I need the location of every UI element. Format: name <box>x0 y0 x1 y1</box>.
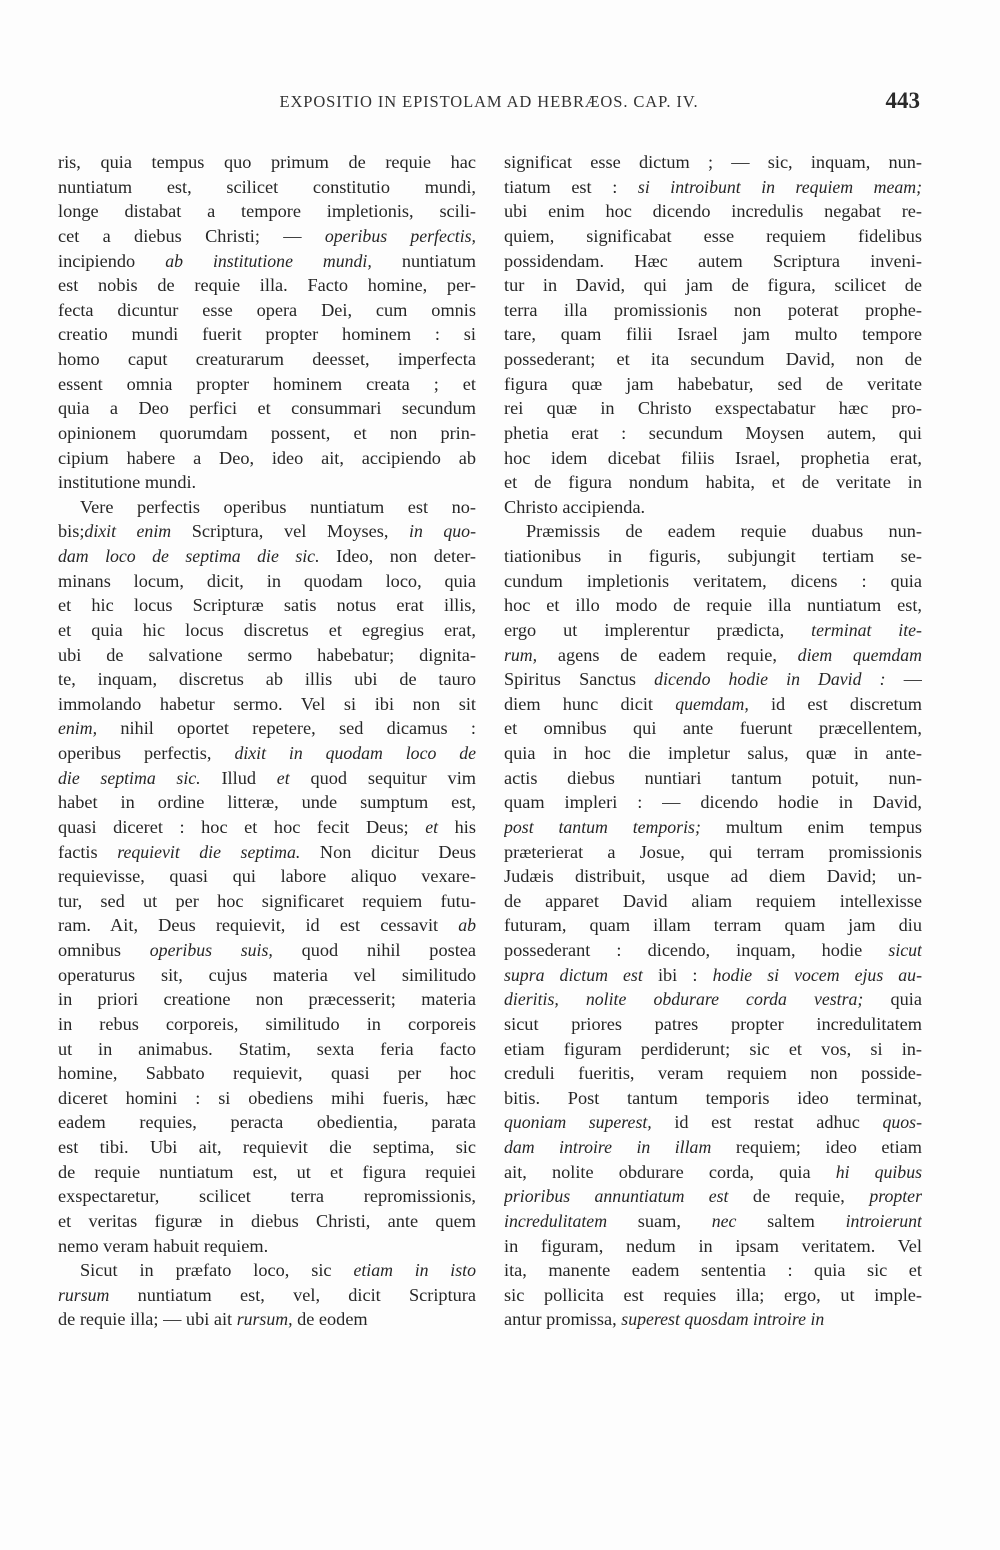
text-segment: possederant; et ita secundum David, non de <box>504 349 922 369</box>
text-line <box>504 1061 922 1086</box>
text-line <box>504 470 922 495</box>
italic-segment: superest quosdam introire in <box>621 1309 825 1330</box>
text-line <box>58 790 476 815</box>
text-segment: minans locum, dicit, in quodam loco, quia <box>58 570 476 591</box>
text-segment: factis <box>58 841 118 862</box>
text-segment: ubi de salvatione sermo habebatur; dignita- <box>58 644 476 665</box>
text-segment: bitis. Post tantum temporis ideo terminat, <box>504 1087 922 1108</box>
text-segment: hoc et illo modo de requie illa nuntiatum est, <box>504 595 922 616</box>
italic-segment: rursum, <box>236 1309 293 1330</box>
text-segment: futuram, quam illam terram quam jam diu <box>504 915 922 936</box>
italic-segment: ab institutione mundi, <box>165 250 372 271</box>
text-line <box>504 716 922 741</box>
text-segment: sicut priores patres propter incredulitatem <box>504 1013 922 1034</box>
text-line <box>504 396 922 421</box>
text-line <box>504 815 922 840</box>
text-segment: quia in hoc die impletur salus, quæ in ante- <box>504 743 922 763</box>
italic-segment: quemdam, <box>675 693 749 714</box>
text-segment: terra illa promissionis non poterat prophe- <box>504 299 922 320</box>
text-segment: est tibi. Ubi ait, requievit die septima, sic <box>58 1137 476 1157</box>
text-line <box>58 741 476 766</box>
text-line <box>58 1209 476 1234</box>
text-line <box>58 421 476 446</box>
text-segment: et quia hic locus discretus et egregius erat, <box>58 619 476 640</box>
text-line <box>58 372 476 397</box>
text-line <box>58 716 476 741</box>
text-line <box>504 1209 922 1234</box>
italic-segment: enim, <box>58 718 98 739</box>
text-segment: — <box>885 669 922 690</box>
text-segment: ait, nolite obdurare corda, quia <box>504 1161 836 1182</box>
text-segment: tiatum est : <box>504 176 638 197</box>
italic-segment: dixit in quodam loco de <box>234 743 476 763</box>
text-line <box>504 249 922 274</box>
text-line <box>504 495 922 520</box>
text-segment: cundum impletionis veritatem, dicens : quia <box>504 570 922 591</box>
text-line <box>58 1184 476 1209</box>
text-segment: agens de eadem requie, <box>537 644 798 665</box>
text-line <box>58 249 476 274</box>
text-line <box>504 175 922 200</box>
text-line <box>504 643 922 668</box>
text-line <box>504 273 922 298</box>
text-line <box>58 987 476 1012</box>
italic-segment: quoniam superest, <box>504 1112 652 1133</box>
text-line <box>58 1086 476 1111</box>
running-head <box>58 88 920 124</box>
italic-segment: dam loco de septima die sic. <box>58 546 320 566</box>
text-line <box>504 864 922 889</box>
italic-segment: hi quibus <box>835 1161 922 1182</box>
text-line <box>58 1135 476 1160</box>
text-line <box>58 1012 476 1037</box>
text-segment: requievisse, quasi qui labore aliquo vexare- <box>58 866 476 887</box>
text-line <box>58 1307 476 1332</box>
text-segment: tur, sed ut per hoc significaret requiem futu- <box>58 890 476 911</box>
italic-segment: et <box>425 816 439 837</box>
text-segment: essent omnia propter hominem creata ; et <box>58 373 476 394</box>
text-segment: de requie nuntiatum est, ut et figura requiei <box>58 1161 476 1182</box>
text-line <box>504 593 922 618</box>
text-line <box>504 1135 922 1160</box>
text-segment: quia <box>863 989 922 1010</box>
text-line <box>504 1258 922 1283</box>
text-line <box>58 667 476 692</box>
text-line <box>58 815 476 840</box>
text-segment: tur in David, qui jam de figura, scilicet de <box>504 275 922 296</box>
text-segment: diem hunc dicit <box>504 693 676 714</box>
text-line <box>504 963 922 988</box>
text-segment: etiam figuram perdiderunt; sic et vos, si in- <box>504 1038 922 1059</box>
page-number: 443 <box>885 88 920 113</box>
text-segment: possidendam. Hæc autem Scriptura inveni- <box>504 250 922 271</box>
text-segment: Vere perfectis operibus nuntiatum est no- <box>80 496 476 517</box>
text-line <box>504 1086 922 1111</box>
text-line <box>58 150 476 175</box>
text-segment: ergo ut implerentur prædicta, <box>504 619 812 640</box>
text-segment: et hic locus Scripturæ satis notus erat illis, <box>58 595 476 616</box>
text-line <box>504 1184 922 1209</box>
text-line <box>504 790 922 815</box>
text-line <box>504 446 922 471</box>
text-segment: tare, quam filii Israel jam multo tempore <box>504 324 922 345</box>
text-segment: tiationibus in figuris, subjungit tertiam se- <box>504 546 922 566</box>
italic-segment: prioribus annuntiatum est <box>504 1186 729 1207</box>
text-segment: Præmissis de eadem requie duabus nun- <box>526 521 922 542</box>
text-line <box>58 298 476 323</box>
text-segment: suam, <box>607 1210 712 1231</box>
text-segment: cet a diebus Christi; — <box>58 225 325 246</box>
text-segment: requiem; ideo etiam <box>711 1137 922 1157</box>
text-line <box>504 519 922 544</box>
text-segment: habet in ordine litteræ, unde sumptum est, <box>58 792 476 813</box>
text-segment: sic pollicita est requies illa; ergo, ut imple- <box>504 1284 922 1305</box>
italic-segment: terminat ite- <box>811 619 922 640</box>
text-line <box>58 1160 476 1185</box>
left-text-column <box>58 150 476 1332</box>
text-segment: et veritas figuræ in diebus Christi, ante quem <box>58 1210 476 1231</box>
italic-segment: supra dictum est <box>504 964 643 985</box>
text-segment: nuntiatum est, scilicet constitutio mundi, <box>58 176 476 197</box>
text-segment: figura quæ jam habebatur, sed de veritate <box>504 373 922 394</box>
text-line <box>58 938 476 963</box>
italic-segment: introierunt <box>845 1210 922 1231</box>
text-segment: de requie, <box>728 1186 870 1207</box>
text-line <box>58 1258 476 1283</box>
text-line <box>504 741 922 766</box>
text-line <box>504 298 922 323</box>
text-line <box>504 1160 922 1185</box>
text-segment: omnibus <box>58 940 150 960</box>
text-segment: eadem requies, peracta obedientia, parata <box>58 1112 476 1133</box>
text-line <box>504 322 922 347</box>
text-line <box>58 963 476 988</box>
text-segment: quod sequitur vim <box>289 767 476 788</box>
text-segment: operibus perfectis, <box>58 743 235 763</box>
text-segment: in rebus corporeis, similitudo in corporeis <box>58 1013 476 1034</box>
text-line <box>504 889 922 914</box>
text-line <box>504 1110 922 1135</box>
text-line <box>58 618 476 643</box>
italic-segment: post tantum temporis; <box>504 816 701 837</box>
text-line <box>58 199 476 224</box>
text-segment: phetia erat : secundum Moysen autem, qui <box>504 422 922 443</box>
text-line <box>58 692 476 717</box>
text-segment: his <box>438 816 476 837</box>
text-line <box>58 396 476 421</box>
text-line <box>504 1012 922 1037</box>
text-segment: ibi : <box>642 964 713 985</box>
text-line <box>58 470 476 495</box>
text-line <box>504 150 922 175</box>
text-segment: Sicut in præfato loco, sic <box>80 1260 354 1281</box>
italic-segment: rursum <box>58 1284 110 1305</box>
text-line <box>504 667 922 692</box>
italic-segment: incredulitatem <box>504 1210 608 1231</box>
text-line <box>504 569 922 594</box>
italic-segment: si introibunt in requiem meam; <box>637 176 922 197</box>
text-segment: nuntiatum <box>371 250 476 271</box>
text-line <box>504 1307 922 1332</box>
text-segment: exspectaretur, scilicet terra repromissionis, <box>58 1186 476 1207</box>
italic-segment: dam introire in illam <box>504 1137 712 1157</box>
text-line <box>58 495 476 520</box>
text-segment: Non dicitur Deus <box>300 841 476 862</box>
italic-segment: dicendo hodie in David : <box>654 669 886 690</box>
text-segment: ut in animabus. Statim, sexta feria facto <box>58 1038 476 1059</box>
text-line <box>58 519 476 544</box>
text-segment: creduli fueritis, veram requiem non posside- <box>504 1063 922 1084</box>
text-line <box>58 1234 476 1259</box>
text-segment: saltem <box>736 1210 846 1231</box>
text-line <box>504 938 922 963</box>
italic-segment: dixit enim <box>84 521 172 542</box>
text-line <box>504 1037 922 1062</box>
italic-segment: quos- <box>882 1112 922 1133</box>
italic-segment: diem quemdam <box>797 644 922 665</box>
text-line <box>504 421 922 446</box>
text-segment: possederant : dicendo, inquam, hodie <box>504 940 889 960</box>
text-segment: ram. Ait, Deus requievit, id est cessavit <box>58 915 459 936</box>
text-line <box>58 446 476 471</box>
text-line <box>504 987 922 1012</box>
text-line <box>504 1283 922 1308</box>
text-line <box>58 1110 476 1135</box>
text-segment: Spiritus Sanctus <box>504 669 655 690</box>
text-segment: te, inquam, discretus ab illis ubi de tauro <box>58 669 476 690</box>
italic-segment: ab <box>458 915 476 936</box>
italic-segment: requievit die septima. <box>117 841 301 862</box>
text-line <box>58 766 476 791</box>
text-segment: Illud <box>200 767 277 788</box>
text-segment: ita, manente eadem sententia : quia sic et <box>504 1260 922 1281</box>
text-segment: Scriptura, vel Moyses, <box>171 521 410 542</box>
text-line <box>58 322 476 347</box>
text-segment: et omnibus qui ante fuerunt præcellentem, <box>504 718 922 739</box>
text-segment: creatio mundi fuerit propter hominem : si <box>58 324 476 345</box>
right-text-column <box>504 150 922 1332</box>
text-segment: homo caput creaturarum deesset, imperfecta <box>58 349 476 369</box>
text-segment: longe distabat a tempore impletionis, scili- <box>58 201 476 222</box>
text-segment: rei quæ in Christo exspectabatur hæc pro- <box>504 398 922 419</box>
italic-segment: operibus perfectis, <box>324 225 476 246</box>
text-segment: fecta dicuntur esse opera Dei, cum omnis <box>58 299 476 320</box>
text-segment: nuntiatum est, vel, dicit Scriptura <box>109 1284 476 1305</box>
text-segment: quia a Deo perfici et consummari secundum <box>58 398 476 419</box>
text-segment: multum enim tempus <box>700 816 922 837</box>
text-segment: homine, Sabbato requievit, quasi per hoc <box>58 1063 476 1084</box>
text-line <box>58 347 476 372</box>
text-segment: et de figura nondum habita, et de veritate in <box>504 472 922 493</box>
italic-segment: propter <box>869 1186 922 1207</box>
text-line <box>504 618 922 643</box>
text-segment: nemo veram habuit requiem. <box>58 1235 269 1256</box>
text-segment: quod nihil postea <box>272 940 476 960</box>
text-segment: id est discretum <box>748 693 922 714</box>
text-segment: nihil oportet repetere, sed dicamus : <box>97 718 476 739</box>
italic-segment: operibus suis, <box>149 940 273 960</box>
italic-segment: dieritis, nolite obdurare corda vestra; <box>504 989 864 1010</box>
text-line <box>58 273 476 298</box>
text-line <box>504 347 922 372</box>
text-segment: actis diebus nuntiari tantum potuit, nun- <box>504 767 922 788</box>
text-line <box>504 840 922 865</box>
text-segment: quam impleri : — dicendo hodie in David, <box>504 792 922 813</box>
text-segment: significat esse dictum ; — sic, inquam, nun- <box>504 152 922 172</box>
text-segment: bis; <box>58 521 85 542</box>
text-segment: ris, quia tempus quo primum de requie hac <box>58 152 476 172</box>
text-segment: diceret homini : si obediens mihi fueris, hæc <box>58 1087 476 1108</box>
text-segment: institutione mundi. <box>58 472 197 493</box>
text-line <box>58 1061 476 1086</box>
italic-segment: sicut <box>888 940 922 960</box>
text-segment: in figuram, nedum in ipsam veritatem. Vel <box>504 1235 922 1256</box>
text-line <box>58 1037 476 1062</box>
text-line <box>58 593 476 618</box>
running-title: EXPOSITIO IN EPISTOLAM AD HEBRÆOS. CAP. IV. <box>279 92 699 111</box>
text-line <box>58 643 476 668</box>
italic-segment: in quo- <box>409 521 476 542</box>
text-segment: Ideo, non deter- <box>319 546 476 566</box>
text-segment: ubi enim hoc dicendo incredulis negabat re- <box>504 201 922 222</box>
text-line <box>58 569 476 594</box>
text-line <box>504 199 922 224</box>
italic-segment: die septima sic. <box>58 767 201 788</box>
text-line <box>58 224 476 249</box>
text-segment: Judæis distribuit, usque ad diem David; un- <box>504 866 922 887</box>
text-segment: operaturus sit, cujus materia vel similitudo <box>58 964 476 985</box>
text-line <box>58 913 476 938</box>
text-line <box>504 1234 922 1259</box>
text-segment: in priori creatione non præcesserit; materia <box>58 989 476 1010</box>
text-segment: de eodem <box>292 1309 368 1330</box>
text-line <box>58 864 476 889</box>
text-line <box>504 372 922 397</box>
text-line <box>58 544 476 569</box>
text-line <box>58 1283 476 1308</box>
text-segment: hoc idem dicebat filiis Israel, prophetia erat, <box>504 447 922 468</box>
text-line <box>504 766 922 791</box>
text-segment: Christo accipienda. <box>504 496 646 517</box>
italic-segment: etiam in isto <box>353 1260 476 1281</box>
italic-segment: nec <box>711 1210 737 1231</box>
text-segment: quiem, significabat esse requiem fidelibus <box>504 225 922 246</box>
italic-segment: hodie si vocem ejus au- <box>712 964 922 985</box>
text-segment: est nobis de requie illa. Facto homine, per- <box>58 275 476 296</box>
text-segment: incipiendo <box>58 250 166 271</box>
text-line <box>504 544 922 569</box>
text-segment: quasi diceret : hoc et hoc fecit Deus; <box>58 816 426 837</box>
text-segment: de requie illa; — ubi ait <box>58 1309 237 1330</box>
text-line <box>504 692 922 717</box>
text-segment: id est restat adhuc <box>651 1112 883 1133</box>
text-segment: opinionem quorumdam possent, et non prin- <box>58 422 476 443</box>
text-segment: de apparet David aliam requiem intellexisse <box>504 890 922 911</box>
italic-segment: et <box>276 767 290 788</box>
text-line <box>58 889 476 914</box>
italic-segment: rum, <box>504 644 538 665</box>
text-line <box>58 840 476 865</box>
text-line <box>58 175 476 200</box>
text-line <box>504 913 922 938</box>
text-segment: cipium habere a Deo, ideo ait, accipiendo ab <box>58 447 476 468</box>
text-segment: immolando habetur sermo. Vel si ibi non sit <box>58 693 476 714</box>
text-line <box>504 224 922 249</box>
text-segment: præterierat a Josue, qui terram promissionis <box>504 841 922 862</box>
text-segment: antur promissa, <box>504 1309 622 1330</box>
